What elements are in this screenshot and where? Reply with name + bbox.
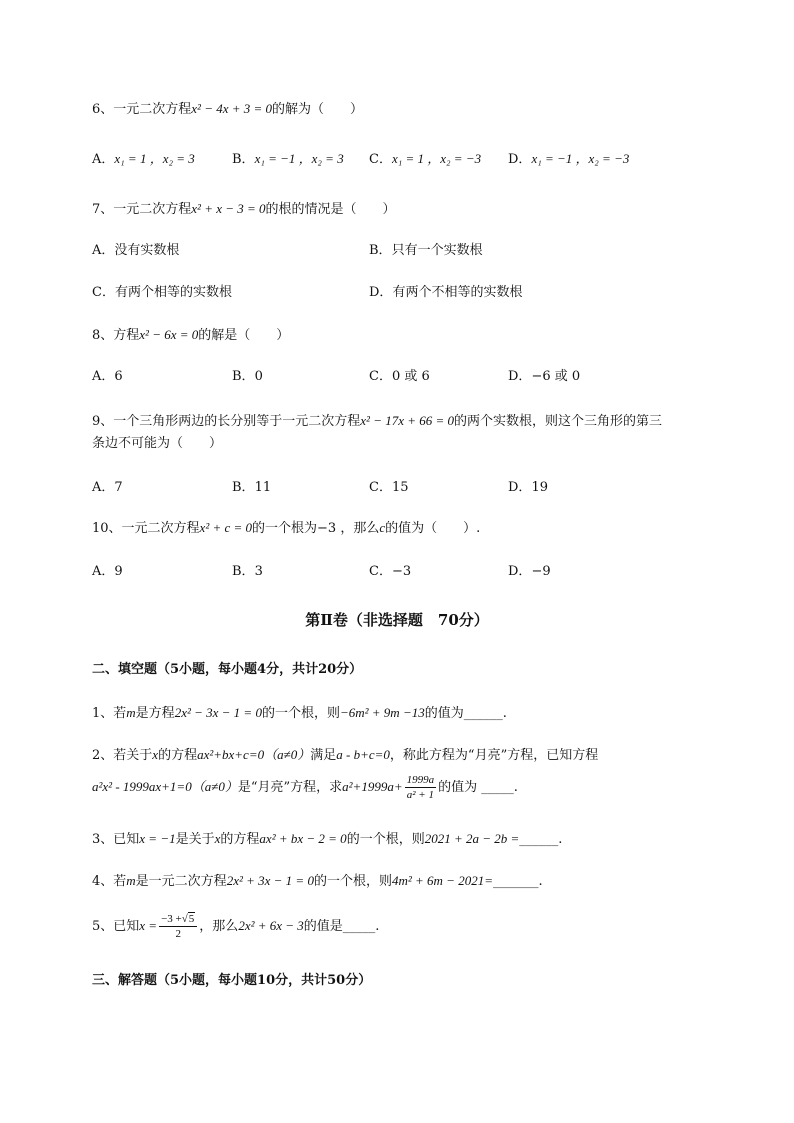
question-6-prefix: 6、一元二次方程 (92, 102, 192, 117)
section-3-heading: 三、解答题（5小题，每小题10分，共计50分） (92, 973, 372, 988)
fill-2-condition: a - b+c=0 (336, 747, 390, 762)
option-a (92, 478, 123, 498)
option-text: −9 (531, 564, 551, 579)
option-text: x₁ = −1 ，x₂ = 3 (254, 151, 344, 166)
fill-3-prefix: 3、已知 (92, 832, 140, 847)
question-8 (92, 325, 289, 346)
fill-2-answer-blank: 的值为 _____. (438, 780, 518, 795)
fill-1-var: m (126, 705, 136, 720)
option-text: 3 (254, 564, 263, 579)
fill-2-moon-equation: a²x² - 1999ax+1=0（a≠0） (92, 779, 238, 794)
question-10-prefix: 10、一元二次方程 (92, 521, 200, 536)
question-7 (92, 199, 396, 220)
option-label: D． (508, 369, 532, 384)
option-c (369, 367, 430, 387)
fill-5-lhs: x = (139, 918, 158, 933)
option-text: 0 或 6 (391, 369, 430, 384)
question-7-suffix: 的根的情况是（ ） (265, 202, 396, 217)
question-9-line2 (92, 434, 222, 454)
fill-2-equation: ax²+bx+c=0（a≠0） (197, 747, 311, 762)
fill-question-3 (92, 829, 562, 850)
fraction-numerator: 1999a (406, 774, 435, 786)
fill-3-var: x (214, 831, 221, 846)
question-10-var: c (379, 520, 386, 535)
fill-5-expression: 2x² + 6x − 3 (238, 918, 304, 933)
option-label: D． (508, 480, 532, 495)
option-text: 19 (531, 480, 548, 495)
option-a (92, 241, 179, 261)
fill-5-middle: ，那么 (199, 919, 239, 934)
question-10 (92, 518, 480, 539)
fill-5-answer-blank: 的值是_____. (303, 919, 380, 934)
question-6-equation: x² − 4x + 3 = 0 (191, 101, 273, 116)
option-label: C． (369, 152, 392, 167)
fill-3-middle3: 的一个根，则 (346, 832, 425, 847)
question-7-options-row1 (92, 241, 712, 263)
option-text: 9 (114, 564, 123, 579)
option-text: 只有一个实数根 (391, 243, 483, 258)
question-9-prefix: 9、一个三角形两边的长分别等于一元二次方程 (92, 414, 361, 429)
option-label: D． (369, 285, 393, 300)
option-d (508, 562, 551, 582)
fill-4-middle2: 的一个根，则 (313, 874, 392, 889)
option-text: x₁ = 1 ，x₂ = 3 (114, 151, 195, 166)
option-label: B． (232, 564, 255, 579)
question-10-middle: 的一个根为−3 ，那么 (252, 521, 380, 536)
fill-4-equation: 2x² + 3x − 1 = 0 (226, 873, 314, 888)
option-text: 11 (254, 480, 272, 495)
fill-1-middle: 是方程 (135, 706, 175, 721)
question-9-suffix: 的两个实数根，则这个三角形的第三 (454, 414, 663, 429)
question-8-equation: x² − 6x = 0 (139, 327, 199, 342)
question-8-options (92, 367, 712, 389)
fill-2-line2-middle: 是“月亮”方程，求 (237, 780, 343, 795)
option-c (92, 283, 232, 303)
option-label: A． (92, 243, 115, 258)
fill-2-prefix: 2、若关于 (92, 748, 153, 763)
fill-1-expression: −6m² + 9m −13 (339, 705, 425, 720)
option-text: x₁ = 1 ，x₂ = −3 (391, 151, 482, 166)
option-b (232, 478, 271, 498)
option-label: D． (508, 564, 532, 579)
option-text: 0 (254, 369, 263, 384)
option-c (369, 562, 411, 582)
fill-3-middle: 是关于 (175, 832, 215, 847)
option-a (92, 562, 123, 582)
fraction-denominator: 2 (175, 928, 181, 940)
fill-4-expression: 4m² + 6m − 2021= (391, 873, 493, 888)
fill-1-middle2: 的一个根，则 (261, 706, 340, 721)
fraction-numerator (159, 912, 197, 927)
option-b (232, 149, 344, 170)
fill-2-fraction (405, 773, 437, 802)
fill-4-prefix: 4、若 (92, 874, 127, 889)
option-b (369, 241, 483, 261)
option-d (369, 283, 522, 303)
option-text: −3 (391, 564, 412, 579)
fraction-denominator: a² + 1 (406, 789, 434, 801)
option-text: 15 (391, 480, 409, 495)
question-9-equation: x² − 17x + 66 = 0 (360, 413, 455, 428)
option-label: D． (508, 152, 532, 167)
fill-3-equation: ax² + bx − 2 = 0 (259, 831, 347, 846)
fill-5-prefix: 5、已知 (92, 919, 140, 934)
option-text: x₁ = −1 ，x₂ = −3 (531, 151, 630, 166)
fill-2-expression: a²+1999a+ (342, 779, 403, 794)
option-b (232, 562, 263, 582)
fill-5-fraction (159, 912, 197, 941)
option-label: A． (92, 152, 115, 167)
option-label: B． (232, 152, 255, 167)
fill-3-middle2: 的方程 (220, 832, 260, 847)
fill-2-suffix: ，称此方程为“月亮”方程，已知方程 (389, 748, 599, 763)
option-label: A． (92, 369, 115, 384)
option-text: 有两个相等的实数根 (114, 285, 232, 300)
option-text: 没有实数根 (114, 243, 180, 258)
option-text: 7 (114, 480, 123, 495)
fill-1-prefix: 1、若 (92, 706, 127, 721)
section-2-heading: 二、填空题（5小题，每小题4分，共计20分） (92, 662, 363, 677)
option-label: B． (369, 243, 392, 258)
option-d (508, 478, 548, 498)
option-label: C． (369, 369, 392, 384)
option-label: C． (369, 480, 392, 495)
option-a (92, 149, 195, 170)
fill-2-var: x (152, 747, 159, 762)
question-6 (92, 99, 363, 120)
question-7-prefix: 7、一元二次方程 (92, 202, 192, 217)
option-label: A． (92, 564, 115, 579)
fill-question-2-line2 (92, 772, 518, 803)
question-10-equation: x² + c = 0 (199, 520, 253, 535)
option-text: 6 (114, 369, 123, 384)
fill-4-middle: 是一元二次方程 (135, 874, 227, 889)
question-6-options (92, 149, 712, 171)
fill-question-2 (92, 745, 598, 766)
sqrt-radicand: 5 (188, 913, 195, 925)
option-label: C． (369, 564, 392, 579)
option-label: B． (232, 480, 255, 495)
fill-3-condition: x = −1 (139, 831, 176, 846)
fill-4-var: m (126, 873, 136, 888)
fill-1-answer-blank: 的值为______. (424, 706, 507, 721)
question-7-equation: x² + x − 3 = 0 (191, 201, 266, 216)
option-text: −6 或 0 (531, 369, 581, 384)
option-d (508, 367, 580, 387)
question-7-options-row2 (92, 283, 712, 305)
question-8-prefix: 8、方程 (92, 328, 140, 343)
fill-question-4 (92, 871, 543, 892)
option-b (232, 367, 263, 387)
option-label: B． (232, 369, 255, 384)
fill-3-expression: 2021 + 2a − 2b = (424, 831, 520, 846)
question-10-options (92, 562, 712, 584)
question-9 (92, 411, 662, 432)
fill-2-middle: 的方程 (158, 748, 198, 763)
numerator-term: −3 + (161, 913, 182, 925)
part-2-title: 第Ⅱ卷（非选择题 70分） (305, 611, 489, 629)
fill-question-5 (92, 909, 379, 944)
question-9-continuation: 条边不可能为（ ） (92, 436, 223, 451)
sqrt-sign: √ (181, 913, 188, 925)
question-6-suffix: 的解为（ ） (272, 102, 364, 117)
fill-4-answer-blank: _______. (492, 874, 543, 889)
option-text: 有两个不相等的实数根 (392, 285, 523, 300)
question-10-suffix: 的值为（ ）. (385, 521, 481, 536)
question-8-suffix: 的解是（ ） (198, 328, 290, 343)
option-label: C． (92, 285, 115, 300)
option-d (508, 149, 629, 170)
option-a (92, 367, 123, 387)
fill-1-equation: 2x² − 3x − 1 = 0 (174, 705, 262, 720)
option-c (369, 149, 481, 170)
fill-2-middle2: 满足 (310, 748, 337, 763)
fill-3-answer-blank: ______. (519, 832, 563, 847)
option-label: A． (92, 480, 115, 495)
question-9-options (92, 478, 712, 500)
fill-question-1 (92, 703, 507, 724)
option-c (369, 478, 409, 498)
